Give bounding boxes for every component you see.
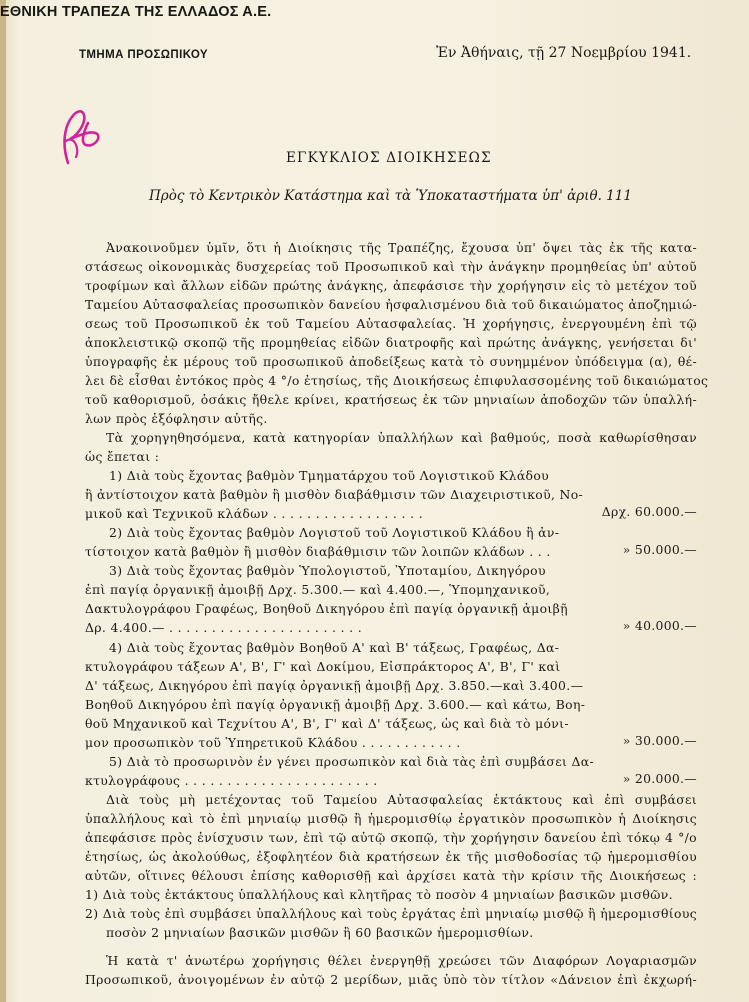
list-item-line: θοῦ Μηχανικοῦ καὶ Τεχνίτου Α', Β', Γ' καὶ Δ' τάξεως, ὡς καὶ διὰ τὸ μόνι-: [85, 716, 569, 731]
amount-value: » 40.000.—: [622, 618, 697, 633]
amount-value: » 30.000.—: [622, 733, 697, 748]
list-item-line: τίστοιχον κατὰ βαθμὸν ἢ μισθὸν διαβάθμισιν τῶν λοιπῶν κλάδων . . .: [85, 544, 551, 559]
text-line: Διὰ τοὺς μὴ μετέχοντας τοῦ Ταμείου Αὐτασφαλείας ἐκτάκτους καὶ ἐπὶ συμβάσει: [106, 792, 697, 807]
amount-value: » 20.000.—: [622, 771, 697, 786]
list-item-line: ἢ ἀντίστοιχον κατὰ βαθμὸν ἢ μισθὸν διαβάθμισιν τῶν Διαχειριστικοῦ, Νο-: [85, 487, 584, 502]
list-item-line: κτυλογράφους . . . . . . . . . . . . . . . . . . . . . . .: [85, 773, 378, 788]
page-edge-shadow: [0, 0, 6, 1002]
text-line: ὡς ἔπεται :: [85, 449, 160, 464]
list-item-line: 3) Διὰ τοὺς ἔχοντας βαθμὸν Ὑπολογιστοῦ, Ὑποταμίου, Δικηγόρου: [109, 563, 546, 578]
list-item-line: ἐπὶ παγίᾳ ὀργανικῇ ἀμοιβῇ Δρχ. 5.300.— καὶ 4.400.—, Ὑπομηχανικοῦ,: [85, 582, 551, 597]
text-line: τροφίμων καὶ ἄλλων εἰδῶν πρώτης ἀνάγκης, ἀπεφάσισε τὴν χορήγησιν εἰς τὸ μετέχον τοῦ: [85, 278, 697, 293]
text-line: Ἡ κατὰ τ' ἀνωτέρω χορήγησις θέλει ἐνεργηθῇ χρεώσει τῶν Διαφόρων Λογαριασμῶν: [106, 953, 697, 968]
list-item-line: Δακτυλογράφου Γραφέως, Βοηθοῦ Δικηγόρου ἐπὶ παγίᾳ ὀργανικῇ ἀμοιβῇ: [85, 601, 568, 616]
text-line: ἀπεφάσισε πρὸς ἐνίσχυσιν των, ἐπὶ τῷ αὐτῷ σκοπῷ, τὴν χορήγησιν δανείου ἐπὶ τόκῳ 4 °/o: [85, 830, 697, 845]
list-item-line: 1) Διὰ τοὺς ἔχοντας βαθμὸν Τμηματάρχου τοῦ Λογιστικοῦ Κλάδου: [109, 468, 550, 483]
amount-value: Δρχ. 60.000.—: [601, 504, 697, 519]
text-line: ὑπογραφῆς ἐκ μέρους τοῦ προσωπικοῦ ἀποδείξεως κατὰ τὸ συνημμένον ὑπόδειγμα (α), θέ-: [85, 354, 697, 369]
text-line: ἐτησίως, ὡς ἀκολούθως, ἐξοφλητέον διὰ κρατήσεων ἐκ τῆς μισθοδοσίας τῷ ἡμερομισθίου: [85, 849, 697, 864]
list-item-line: μον προσωπικὸν τοῦ Ὑπηρετικοῦ Κλάδου . . . . . . . . . . . .: [85, 735, 461, 750]
list-item-line: Δρ. 4.400.— . . . . . . . . . . . . . . . . . . . . . . .: [85, 620, 363, 635]
document-date: Ἐν Ἀθήναις, τῇ 27 Νοεμβρίου 1941.: [436, 45, 692, 61]
list-item-line: 2) Διὰ τοὺς ἔχοντας βαθμὸν Λογιστοῦ τοῦ Λογιστικοῦ Κλάδου ἢ ἀν-: [109, 525, 560, 540]
text-line: Προσωπικοῦ, ἀνοιγομένων ἐν αὐτῷ 2 μερίδων, μιᾶς ὑπὸ τὸν τίτλον «Δάνειον ἐπὶ ἐκχωρή-: [85, 972, 697, 987]
text-line: λων πρὸς ἐξόφλησιν αὐτῆς.: [85, 411, 268, 426]
list-item-line: 4) Διὰ τοὺς ἔχοντας βαθμὸν Βοηθοῦ Α' καὶ Β' τάξεως, Γραφέως, Δα-: [109, 640, 560, 655]
text-line: ἀποκλειστικῷ σκοπῷ τῆς προμηθείας εἰδῶν διατροφῆς καὶ πρώτης ἀνάγκης, γενήσεται δι': [85, 335, 697, 350]
list-item-line: κτυλογράφου τάξεων Α', Β', Γ' καὶ Δοκίμου, Εἰσπράκτορος Α', Β', Γ' καὶ: [85, 659, 561, 674]
list-item-line: Βοηθοῦ Δικηγόρου ἐπὶ παγίᾳ ὀργανικῇ ἀμοιβῇ Δρχ. 3.600.— καὶ κάτω, Βοη-: [85, 697, 586, 712]
text-line: αὐτῶν, οἵτινες θέλουσι ἐπίσης καθορισθῇ καὶ ἀρχίσει κατὰ τὴν κρίσιν τῆς Διοικήσεως :: [85, 868, 697, 883]
text-line: στάσεως οἰκονομικὰς δυσχερείας τοῦ Προσωπικοῦ καὶ τὴν ἀνάγκην προμηθείας ὑπ' αὐτοῦ: [85, 259, 697, 274]
text-line: 2) Διὰ τοὺς ἐπὶ συμβάσει ὑπαλλήλους καὶ τοὺς ἐργάτας ἐπὶ μηνιαίῳ μισθῷ ἢ ἡμερομισθίους: [85, 906, 697, 921]
text-line: Ταμείου Αὐτασφαλείας προσωπικὸν δανείου ἠσφαλισμένου διὰ τοῦ δικαιώματος ἀποζημιώ-: [85, 297, 697, 312]
list-item-line: μικοῦ καὶ Τεχνικοῦ κλάδων . . . . . . . . . . . . . . . . . .: [85, 506, 423, 521]
text-line: τοῦ καθορισμοῦ, ὁσάκις ἤθελε κρίνει, κρατήσεως ἐκ τῶν μηνιαίων ἀποδοχῶν τῶν ὑπαλλή-: [85, 392, 697, 407]
circular-title: ΕΓΚΥΚΛΙΟΣ ΔΙΟΙΚΗΣΕΩΣ: [286, 150, 492, 166]
text-line: ὑπαλλήλους καὶ τὸ ἐπὶ μηνιαίῳ μισθῷ ἢ ἡμερομισθίῳ ἐργατικὸν προσωπικὸν ἡ Διοίκησις: [85, 811, 697, 826]
text-line: 1) Διὰ τοὺς ἐκτάκτους ὑπαλλήλους καὶ κλητῆρας τὸ ποσὸν 4 μηνιαίων βασικῶν μισθῶν.: [85, 887, 673, 902]
text-line: Ἀνακοινοῦμεν ὑμῖν, ὅτι ἡ Διοίκησις τῆς Τραπέζης, ἔχουσα ὑπ' ὄψει τὰς ἐκ τῆς κατα-: [106, 240, 697, 255]
list-item-line: Δ' τάξεως, Δικηγόρου ἐπὶ παγίᾳ ὀργανικῇ ἀμοιβῇ Δρχ. 3.850.—καὶ 3.400.—: [85, 678, 584, 693]
text-line: λει δὲ εἶσθαι ἐντόκος πρὸς 4 °/o ἐτησίως, τῆς Διοικήσεως ἐπιφυλασσομένης τοῦ δικαιώματος: [85, 373, 709, 388]
circular-subtitle: Πρὸς τὸ Κεντρικὸν Κατάστημα καὶ τὰ Ὑποκαταστήματα ὑπ' ἀριθ. 111: [149, 188, 632, 204]
bank-name: ΕΘΝΙΚΗ ΤΡΑΠΕΖΑ ΤΗΣ ΕΛΛΑΔΟΣ Α.Ε.: [0, 4, 272, 20]
text-line: ποσὸν 2 μηνιαίων βασικῶν μισθῶν ἢ 60 βασικῶν ἡμερομισθίων.: [106, 925, 534, 940]
department-name: ΤΜΗΜΑ ΠΡΟΣΩΠΙΚΟΥ: [79, 49, 209, 61]
text-line: σεως τοῦ Προσωπικοῦ ἐκ τοῦ Ταμείου Αὐτασφαλείας. Ἡ χορήγησις, ἐνεργουμένη ἐπὶ τῷ: [85, 316, 697, 331]
amount-value: » 50.000.—: [622, 542, 697, 557]
text-line: Τὰ χορηγηθησόμενα, κατὰ κατηγορίαν ὑπαλλήλων καὶ βαθμούς, ποσὰ καθωρίσθησαν: [106, 430, 697, 445]
list-item-line: 5) Διὰ τὸ προσωρινὸν ἐν γένει προσωπικὸν καὶ διὰ τὰς ἐπὶ συμβάσει Δα-: [109, 754, 595, 769]
handwritten-initial-mark: [58, 105, 104, 165]
